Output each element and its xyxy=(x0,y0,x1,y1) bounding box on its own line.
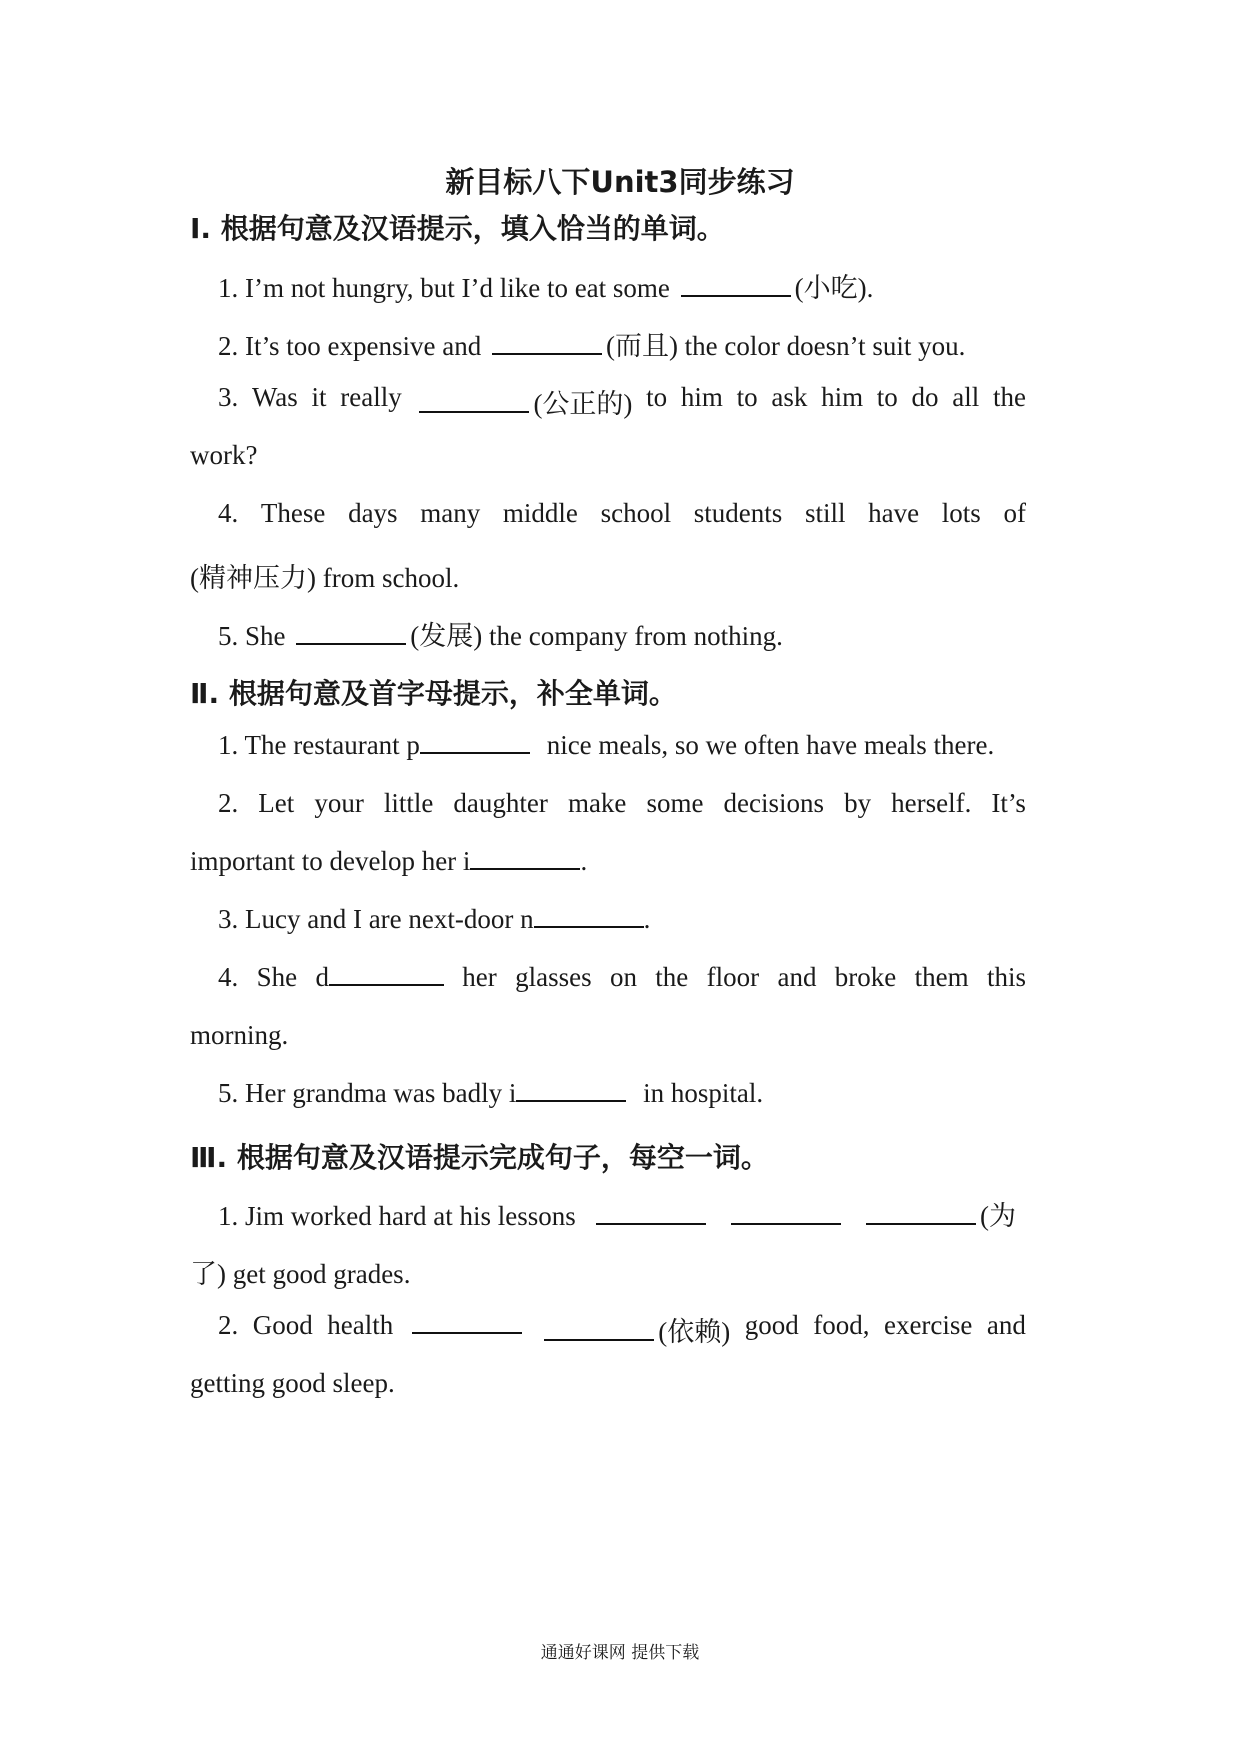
answer-blank[interactable] xyxy=(412,1310,522,1334)
answer-blank[interactable] xyxy=(419,389,529,413)
s1-question-3-line-1: 3. Was it really (公正的) to him to ask him to do all the xyxy=(218,382,1026,419)
answer-blank[interactable] xyxy=(470,846,580,870)
s1-question-1: 1. I’m not hungry, but I’d like to eat some (小吃). xyxy=(218,273,874,303)
s3-question-1-line-1: 1. Jim worked hard at his lessons (为 xyxy=(218,1201,1016,1231)
answer-blank[interactable] xyxy=(296,621,406,645)
s1-question-4-line-1: 4. These days many middle school students still have lots of xyxy=(218,498,1026,528)
answer-blank[interactable] xyxy=(731,1201,841,1225)
s1-question-4-line-2: (精神压力) from school. xyxy=(190,563,460,593)
section-3-heading: Ⅲ. 根据句意及汉语提示完成句子，每空一词。 xyxy=(190,1141,769,1174)
s1-question-3-line-2: work? xyxy=(190,440,258,470)
s2-question-5: 5. Her grandma was badly i in hospital. xyxy=(218,1078,764,1108)
section-1-heading: Ⅰ. 根据句意及汉语提示，填入恰当的单词。 xyxy=(190,212,725,245)
page-title: 新目标八下Unit3同步练习 xyxy=(445,165,795,199)
answer-blank[interactable] xyxy=(866,1201,976,1225)
answer-blank[interactable] xyxy=(329,962,444,986)
s2-question-4-line-1: 4. She d her glasses on the floor and broke them this xyxy=(218,962,1026,992)
answer-blank[interactable] xyxy=(596,1201,706,1225)
answer-blank[interactable] xyxy=(420,730,530,754)
s3-question-1-line-2: 了) get good grades. xyxy=(190,1259,411,1289)
answer-blank[interactable] xyxy=(492,331,602,355)
s2-question-2-line-1: 2. Let your little daughter make some decisions by herself. It’s xyxy=(218,788,1026,818)
s2-question-2-line-2: important to develop her i . xyxy=(190,846,588,876)
s1-question-5: 5. She (发展) the company from nothing. xyxy=(218,621,783,651)
s3-question-2-line-2: getting good sleep. xyxy=(190,1368,395,1398)
answer-blank[interactable] xyxy=(681,273,791,297)
page-footer: 通通好课网 提供下载 xyxy=(540,1643,700,1663)
s1-question-2: 2. It’s too expensive and (而且) the color doesn’t suit you. xyxy=(218,331,966,361)
s3-question-2-line-1: 2. Good health (依赖) good food, exercise and xyxy=(218,1310,1026,1347)
s2-question-3: 3. Lucy and I are next-door n . xyxy=(218,904,651,934)
answer-blank[interactable] xyxy=(516,1078,626,1102)
s2-question-1: 1. The restaurant p nice meals, so we often have meals there. xyxy=(218,730,995,760)
answer-blank[interactable] xyxy=(544,1317,654,1341)
answer-blank[interactable] xyxy=(534,904,644,928)
s2-question-4-line-2: morning. xyxy=(190,1020,289,1050)
section-2-heading: Ⅱ. 根据句意及首字母提示，补全单词。 xyxy=(190,677,677,710)
